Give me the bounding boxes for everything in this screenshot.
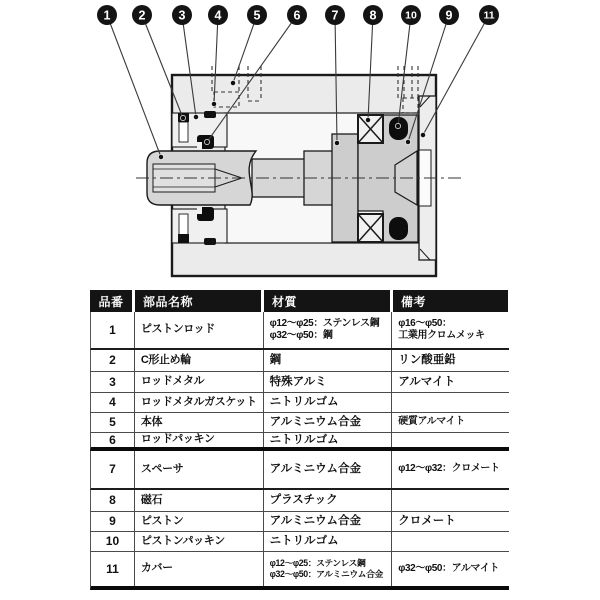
cell-material: アルミニウム合金 <box>263 512 392 531</box>
parts-table <box>90 290 509 590</box>
leader-dot-4 <box>211 101 216 106</box>
cell-part-name: ピストンパッキン <box>134 532 263 551</box>
cell-material: φ12〜φ25：ステンレス鋼 φ32〜φ50：鋼 <box>263 312 392 348</box>
table-row-10 <box>90 532 509 552</box>
piston-packing-bottom <box>389 217 408 240</box>
balloon-label: 2 <box>138 8 146 23</box>
table-row-11 <box>90 552 509 590</box>
callout-leader-5 <box>233 15 257 83</box>
leader-dot-8 <box>365 117 370 122</box>
header-remarks: 備考 <box>393 290 508 312</box>
cell-material: ニトリルゴム <box>263 393 392 412</box>
table-row-7 <box>90 451 509 490</box>
callout-leader-1 <box>107 15 161 157</box>
callout-leader-2 <box>142 15 183 118</box>
leader-dot-1 <box>158 154 163 159</box>
table-row-5 <box>90 413 509 433</box>
leader-dot-3 <box>193 114 198 119</box>
header-part-no: 品番 <box>90 290 132 312</box>
cell-part-no: 10 <box>105 534 120 548</box>
balloon-label: 1 <box>103 8 111 23</box>
rod-metal-gasket-bottom <box>204 238 216 245</box>
cell-part-no: 8 <box>109 493 116 507</box>
header-material: 材質 <box>264 290 390 312</box>
balloon-label: 7 <box>331 8 339 23</box>
cell-part-name: ロッドメタル <box>134 372 263 392</box>
balloon-label: 3 <box>178 8 186 23</box>
cell-part-no: 9 <box>109 514 116 528</box>
cell-part-name: C形止め輪 <box>134 350 263 371</box>
cell-part-no: 5 <box>109 415 116 429</box>
cell-remarks: リン酸亜鉛 <box>391 350 509 371</box>
balloon-label: 8 <box>369 8 377 23</box>
cell-part-no: 2 <box>109 353 116 367</box>
c-ring-bottom <box>178 234 189 243</box>
balloon-label: 9 <box>445 8 453 23</box>
table-row-2 <box>90 350 509 372</box>
leader-dot-5 <box>230 80 235 85</box>
table-row-6 <box>90 433 509 451</box>
parts-table-header <box>90 290 509 312</box>
balloon-label: 10 <box>405 9 417 22</box>
cell-remarks: φ32〜φ50：アルマイト <box>391 552 509 586</box>
cell-material: プラスチック <box>263 490 392 511</box>
cell-part-no: 3 <box>109 374 116 389</box>
cell-remarks <box>391 393 509 412</box>
cell-part-no: 11 <box>106 561 119 576</box>
cell-remarks <box>391 433 509 447</box>
table-row-8 <box>90 490 509 512</box>
balloon-label: 5 <box>253 8 261 23</box>
cell-material: アルミニウム合金 <box>263 413 392 432</box>
cell-remarks <box>391 532 509 551</box>
balloon-label: 4 <box>214 8 222 23</box>
table-row-3 <box>90 372 509 393</box>
table-row-4 <box>90 393 509 413</box>
cell-part-no: 1 <box>109 322 116 337</box>
cell-part-name: カバー <box>134 552 263 586</box>
cell-material: ニトリルゴム <box>263 532 392 551</box>
rod-metal-gasket-top <box>204 111 216 118</box>
cell-part-name: スペーサ <box>134 451 263 488</box>
leader-dot-11 <box>420 132 425 137</box>
cell-remarks: アルマイト <box>391 372 509 392</box>
cell-part-no: 7 <box>109 462 116 476</box>
cell-remarks <box>391 490 509 511</box>
spacer <box>332 134 358 242</box>
c-ring-slot-bottom <box>179 214 188 236</box>
cell-part-name: ロッドメタルガスケット <box>134 393 263 412</box>
cell-part-no: 4 <box>109 395 116 409</box>
leader-dot-9 <box>405 139 410 144</box>
cell-remarks: φ16〜φ50： 工業用クロムメッキ <box>391 312 509 348</box>
cell-part-name: 磁石 <box>134 490 263 511</box>
cell-remarks: 硬質アルマイト <box>391 413 509 432</box>
cell-remarks: クロメート <box>391 512 509 531</box>
magnet-bottom <box>358 214 383 242</box>
table-row-9 <box>90 512 509 532</box>
c-ring-slot-top <box>179 122 188 142</box>
header-part-name: 部品名称 <box>135 290 261 312</box>
balloon-label: 11 <box>483 9 495 22</box>
leader-dot-10 <box>395 123 400 128</box>
leader-dot-2 <box>180 115 185 120</box>
parts-table-body <box>90 312 509 590</box>
cell-material: アルミニウム合金 <box>263 451 392 488</box>
leader-dot-7 <box>334 140 339 145</box>
cell-part-name: ピストンロッド <box>134 312 263 348</box>
cell-part-name: ピストン <box>134 512 263 531</box>
table-row-1 <box>90 312 509 350</box>
cell-part-no: 6 <box>109 433 116 447</box>
cell-material: 特殊アルミ <box>263 372 392 392</box>
cell-material: ニトリルゴム <box>263 433 392 447</box>
cell-material: 鋼 <box>263 350 392 371</box>
cell-material: φ12〜φ25：ステンレス鋼 φ32〜φ50：アルミニウム合金 <box>263 552 392 586</box>
leader-dot-6 <box>204 139 209 144</box>
cylinder-cross-section-diagram <box>0 0 600 290</box>
cell-remarks: φ12〜φ32：クロメート <box>391 451 509 488</box>
cell-part-name: 本体 <box>134 413 263 432</box>
cell-part-name: ロッドパッキン <box>134 433 263 447</box>
balloon-label: 6 <box>293 8 301 23</box>
